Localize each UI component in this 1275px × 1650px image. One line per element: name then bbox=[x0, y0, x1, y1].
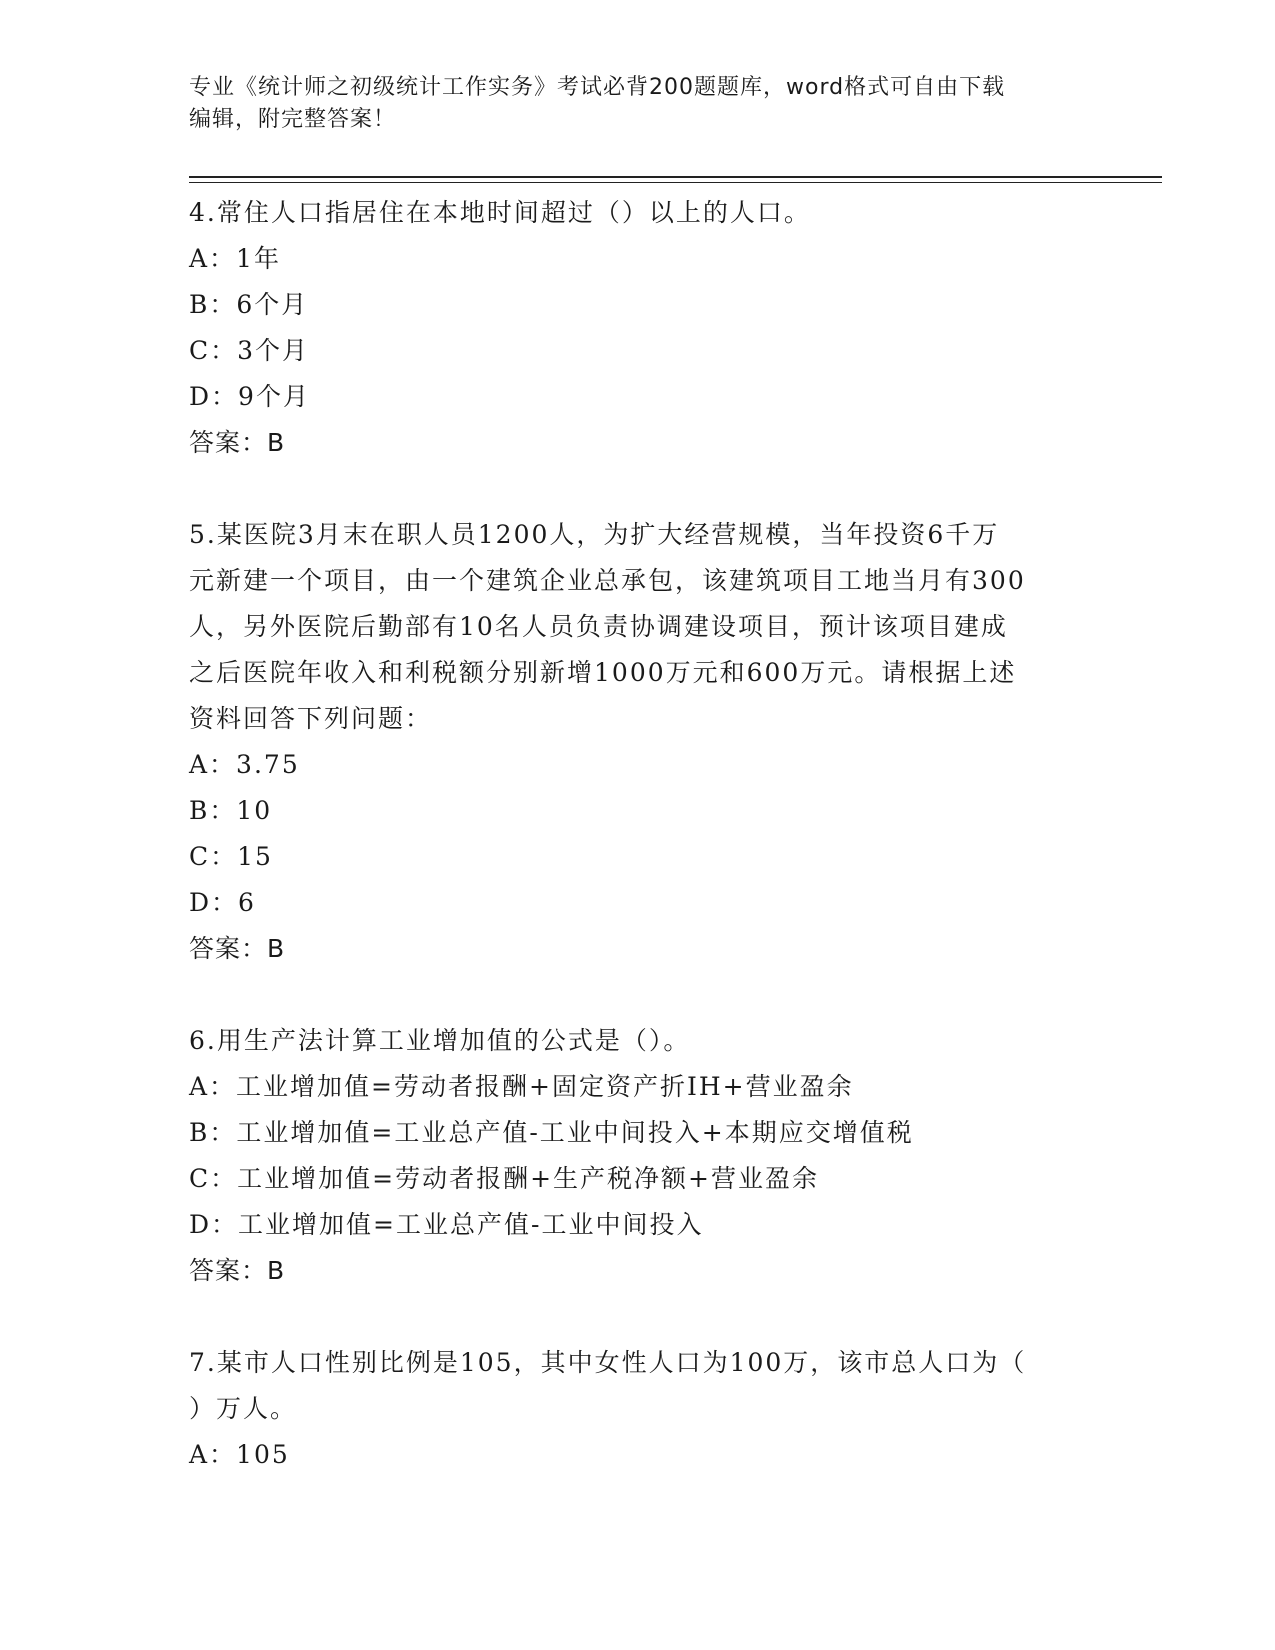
option-a: A：3.75 bbox=[189, 750, 300, 779]
question-stem-line: 5.某医院3月末在职人员1200人，为扩大经营规模，当年投资6千万 bbox=[189, 520, 1000, 549]
option-b: B：6个月 bbox=[189, 290, 309, 319]
option-a: A：105 bbox=[189, 1440, 290, 1469]
option-a: A：1年 bbox=[189, 244, 281, 273]
option-d: D：9个月 bbox=[189, 382, 310, 411]
question-stem-line: 元新建一个项目，由一个建筑企业总承包，该建筑项目工地当月有300 bbox=[189, 566, 1026, 595]
question-item bbox=[189, 1018, 1089, 1294]
question-spacer bbox=[189, 972, 1089, 1018]
header-divider-thick bbox=[189, 176, 1162, 178]
question-stem: 6.用生产法计算工业增加值的公式是（）。 bbox=[189, 1026, 691, 1055]
option-b: B：10 bbox=[189, 796, 273, 825]
option-b: B：工业增加值=工业总产值-工业中间投入+本期应交增值税 bbox=[189, 1118, 914, 1147]
answer-line: 答案：B bbox=[189, 934, 286, 963]
answer-line: 答案：B bbox=[189, 1256, 286, 1285]
question-stem-line: 之后医院年收入和利税额分别新增1000万元和600万元。请根据上述 bbox=[189, 658, 1017, 687]
option-a: A：工业增加值=劳动者报酬+固定资产折IH+营业盈余 bbox=[189, 1072, 854, 1101]
header-line-2: 编辑，附完整答案！ bbox=[189, 107, 397, 132]
question-stem-line: 资料回答下列问题： bbox=[189, 704, 433, 733]
question-stem: 4.常住人口指居住在本地时间超过（）以上的人口。 bbox=[189, 198, 811, 227]
question-item bbox=[189, 190, 1089, 466]
option-c: C：工业增加值=劳动者报酬+生产税净额+营业盈余 bbox=[189, 1164, 819, 1193]
question-spacer bbox=[189, 466, 1089, 512]
question-stem-line: 人，另外医院后勤部有10名人员负责协调建设项目，预计该项目建成 bbox=[189, 612, 1008, 641]
question-item bbox=[189, 1340, 1089, 1478]
question-spacer bbox=[189, 1294, 1089, 1340]
option-c: C：15 bbox=[189, 842, 273, 871]
header-line-1: 专业《统计师之初级统计工作实务》考试必背200题题库，word格式可自由下载 bbox=[189, 75, 1006, 100]
option-d: D：工业增加值=工业总产值-工业中间投入 bbox=[189, 1210, 704, 1239]
option-d: D：6 bbox=[189, 888, 256, 917]
header-divider-thin bbox=[189, 182, 1162, 183]
question-stem-line: 7.某市人口性别比例是105，其中女性人口为100万，该市总人口为（ bbox=[189, 1348, 1027, 1377]
question-item bbox=[189, 512, 1089, 972]
question-stem-line: ）万人。 bbox=[189, 1394, 298, 1423]
answer-line: 答案：B bbox=[189, 428, 286, 457]
document-header bbox=[189, 72, 1089, 136]
question-list bbox=[189, 190, 1089, 1478]
option-c: C：3个月 bbox=[189, 336, 310, 365]
